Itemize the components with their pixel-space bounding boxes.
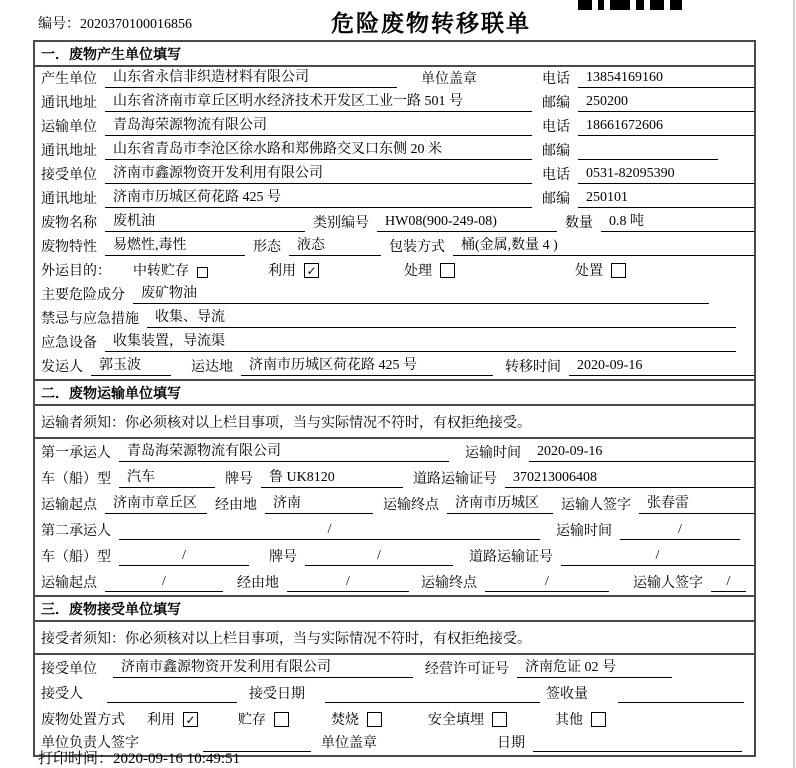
transfer-time-value: 2020-09-16 xyxy=(569,357,754,376)
notice-text: 接受者须知：你必须核对以上栏目事项，当与实际情况不符时，有权拒绝接受。 xyxy=(41,631,531,647)
plate-number-value: 鲁 UK8120 xyxy=(261,469,403,488)
page-edge-line xyxy=(793,0,795,768)
row-producer-address xyxy=(35,91,754,115)
date-label: 日期 xyxy=(497,736,525,751)
row-emergency-equipment xyxy=(35,331,754,355)
form-label: 形态 xyxy=(253,240,281,255)
via-label: 经由地 xyxy=(237,576,279,591)
quantity-value: 0.8 吨 xyxy=(601,213,754,232)
first-carrier-label: 第一承运人 xyxy=(41,446,111,461)
unit-seal-label: 单位盖章 xyxy=(421,72,477,87)
disposal-reuse-checkbox xyxy=(183,712,198,727)
address-label: 通讯地址 xyxy=(41,96,97,111)
plate-number-value: / xyxy=(305,547,453,566)
vehicle-type-label: 车（船）型 xyxy=(41,550,111,565)
hazard-component-label: 主要危险成分 xyxy=(41,288,125,303)
package-value: 桶(金属,数量 4 ) xyxy=(453,237,754,256)
purpose-storage-label: 中转贮存 xyxy=(133,264,189,279)
origin-label: 运输起点 xyxy=(41,576,97,591)
emergency-equipment-label: 应急设备 xyxy=(41,336,97,351)
transfer-time-label: 转移时间 xyxy=(505,360,561,375)
receiver-unit-label: 接受单位 xyxy=(41,168,97,183)
row-vehicle-type-1 xyxy=(35,465,754,491)
phone-value: 0531-82095390 xyxy=(578,165,754,184)
transporter-notice xyxy=(35,406,754,439)
road-license-label: 道路运输证号 xyxy=(413,472,497,487)
row-waste-name xyxy=(35,211,754,235)
row-disposal-method xyxy=(35,706,754,732)
via-value: 济南 xyxy=(265,495,373,514)
zip-label: 邮编 xyxy=(542,192,570,207)
hazard-component-value: 废矿物油 xyxy=(133,285,709,304)
disposal-method-label: 废物处置方式 xyxy=(41,713,125,728)
row-transfer-purpose xyxy=(35,259,754,283)
row-transport-unit xyxy=(35,115,754,139)
row-vehicle-type-2 xyxy=(35,543,754,569)
second-carrier-value: / xyxy=(119,521,540,540)
plate-number-label: 牌号 xyxy=(225,472,253,487)
row-receiver-unit xyxy=(35,163,754,187)
terminus-label: 运输终点 xyxy=(421,576,477,591)
destination-value: 济南市历城区荷花路 425 号 xyxy=(241,357,493,376)
accept-unit-value: 济南市鑫源物资开发利用有限公司 xyxy=(113,659,413,678)
date-value xyxy=(533,734,742,752)
phone-value: 13854169160 xyxy=(578,69,754,88)
zip-value xyxy=(578,142,718,160)
purpose-dispose-checkbox xyxy=(611,263,626,278)
purpose-reuse-checkbox xyxy=(304,263,319,278)
serial-label: 编号： xyxy=(38,17,80,32)
disposal-storage-checkbox xyxy=(274,712,289,727)
zip-label: 邮编 xyxy=(542,96,570,111)
purpose-reuse-label: 利用 xyxy=(268,264,296,279)
row-taboo-measures xyxy=(35,307,754,331)
row-route-2 xyxy=(35,569,754,595)
carrier-sign-value: 张春雷 xyxy=(639,495,754,514)
row-hazard-component xyxy=(35,283,754,307)
disposal-landfill-label: 安全填埋 xyxy=(428,713,484,728)
disposal-storage-label: 贮存 xyxy=(238,713,266,728)
producer-unit-value: 山东省永信非织造材料有限公司 xyxy=(105,69,397,88)
accept-unit-label: 接受单位 xyxy=(41,662,97,677)
taboo-measures-label: 禁忌与应急措施 xyxy=(41,312,139,327)
row-waste-character xyxy=(35,235,754,259)
address-value: 济南市历城区荷花路 425 号 xyxy=(105,189,532,208)
receiver-unit-value: 济南市鑫源物资开发利用有限公司 xyxy=(105,165,532,184)
row-route-1 xyxy=(35,491,754,517)
purpose-dispose-label: 处置 xyxy=(575,264,603,279)
accept-date-label: 接受日期 xyxy=(249,687,305,702)
page-title: 危险废物转移联单 xyxy=(331,10,531,36)
receipt-amount-label: 签收量 xyxy=(546,687,588,702)
disposal-burn-checkbox xyxy=(367,712,382,727)
row-accept-person xyxy=(35,681,754,706)
disposal-reuse-label: 利用 xyxy=(147,713,175,728)
unit-seal-label: 单位盖章 xyxy=(321,736,377,751)
zip-value: 250200 xyxy=(578,93,754,112)
accept-person-value xyxy=(107,685,237,703)
row-accept-unit xyxy=(35,655,754,681)
print-time xyxy=(38,747,240,768)
taboo-measures-value: 收集、导流 xyxy=(147,309,736,328)
row-first-carrier xyxy=(35,439,754,465)
quantity-label: 数量 xyxy=(565,216,593,231)
row-transport-address xyxy=(35,139,754,163)
shipper-value: 郭玉波 xyxy=(91,357,171,376)
producer-unit-label: 产生单位 xyxy=(41,72,97,87)
phone-label: 电话 xyxy=(542,168,570,183)
receiver-notice xyxy=(35,622,754,655)
waste-character-value: 易燃性,毒性 xyxy=(105,237,245,256)
waste-name-value: 废机油 xyxy=(105,213,305,232)
print-time-label: 打印时间： xyxy=(38,751,114,767)
checkbox-mark: ✓ xyxy=(306,263,317,278)
print-time-value: 2020-09-16 10:49:51 xyxy=(113,751,241,767)
emergency-equipment-value: 收集装置，导流渠 xyxy=(105,333,736,352)
vehicle-type-label: 车（船）型 xyxy=(41,472,111,487)
first-carrier-value: 青岛海荣源物流有限公司 xyxy=(119,443,449,462)
row-shipper xyxy=(35,355,754,379)
purpose-treat-checkbox xyxy=(440,263,455,278)
origin-label: 运输起点 xyxy=(41,498,97,513)
transport-time-label: 运输时间 xyxy=(465,446,521,461)
disposal-landfill-checkbox xyxy=(492,712,507,727)
address-label: 通讯地址 xyxy=(41,192,97,207)
phone-label: 电话 xyxy=(542,120,570,135)
accept-date-value xyxy=(325,685,540,703)
address-label: 通讯地址 xyxy=(41,144,97,159)
transport-time-value: / xyxy=(620,521,740,540)
category-code-value: HW08(900-249-08) xyxy=(377,213,557,232)
purpose-treat-label: 处理 xyxy=(404,264,432,279)
carrier-sign-value: / xyxy=(711,573,746,592)
transport-unit-value: 青岛海荣源物流有限公司 xyxy=(105,117,532,136)
carrier-sign-label: 运输人签字 xyxy=(561,498,631,513)
carrier-sign-label: 运输人签字 xyxy=(633,576,703,591)
terminus-value: 济南市历城区 xyxy=(447,495,553,514)
accept-person-label: 接受人 xyxy=(41,687,83,702)
section1-header: 一．废物产生单位填写 xyxy=(35,42,754,67)
transfer-purpose-label: 外运目的： xyxy=(41,264,111,279)
address-value: 山东省青岛市李沧区徐水路和郑佛路交叉口东侧 20 米 xyxy=(105,141,532,160)
zip-label: 邮编 xyxy=(542,144,570,159)
row-second-carrier xyxy=(35,517,754,543)
vehicle-type-value: / xyxy=(119,547,249,566)
disposal-other-checkbox xyxy=(591,712,606,727)
transport-unit-label: 运输单位 xyxy=(41,120,97,135)
purpose-storage-checkbox xyxy=(197,267,208,278)
checkbox-mark: ✓ xyxy=(185,712,196,727)
destination-label: 运达地 xyxy=(191,360,233,375)
via-value: / xyxy=(287,573,409,592)
row-producer-unit xyxy=(35,67,754,91)
zip-value: 250101 xyxy=(578,189,754,208)
phone-value: 18661672606 xyxy=(578,117,754,136)
serial-value: 2020370100016856 xyxy=(80,17,192,32)
shipper-label: 发运人 xyxy=(41,360,83,375)
transport-time-label: 运输时间 xyxy=(556,524,612,539)
waste-character-label: 废物特性 xyxy=(41,240,97,255)
category-code-label: 类别编号 xyxy=(313,216,369,231)
transport-time-value: 2020-09-16 xyxy=(529,443,754,462)
road-license-value: 370213006408 xyxy=(505,469,754,488)
waste-name-label: 废物名称 xyxy=(41,216,97,231)
form-value: 液态 xyxy=(289,237,381,256)
row-receiver-address xyxy=(35,187,754,211)
disposal-burn-label: 焚烧 xyxy=(331,713,359,728)
package-label: 包装方式 xyxy=(389,240,445,255)
section2-header: 二．废物运输单位填写 xyxy=(35,379,754,406)
plate-number-label: 牌号 xyxy=(269,550,297,565)
road-license-label: 道路运输证号 xyxy=(469,550,553,565)
qr-code-partial-icon xyxy=(578,0,682,10)
via-label: 经由地 xyxy=(215,498,257,513)
notice-text: 运输者须知：你必须核对以上栏目事项，当与实际情况不符时，有权拒绝接受。 xyxy=(41,415,531,431)
vehicle-type-value: 汽车 xyxy=(119,469,215,488)
road-license-value: / xyxy=(561,547,754,566)
phone-label: 电话 xyxy=(542,72,570,87)
leader-signature-label: 单位负责人签字 xyxy=(41,736,139,751)
origin-value: / xyxy=(105,573,223,592)
permit-number-label: 经营许可证号 xyxy=(425,662,509,677)
section3-header: 三．废物接受单位填写 xyxy=(35,595,754,622)
terminus-label: 运输终点 xyxy=(383,498,439,513)
receipt-amount-value xyxy=(618,685,744,703)
transfer-form xyxy=(33,40,756,757)
second-carrier-label: 第二承运人 xyxy=(41,524,111,539)
address-value: 山东省济南市章丘区明水经济技术开发区工业一路 501 号 xyxy=(105,93,532,112)
permit-number-value: 济南危证 02 号 xyxy=(517,659,672,678)
terminus-value: / xyxy=(485,573,609,592)
origin-value: 济南市章丘区 xyxy=(105,495,207,514)
disposal-other-label: 其他 xyxy=(555,713,583,728)
